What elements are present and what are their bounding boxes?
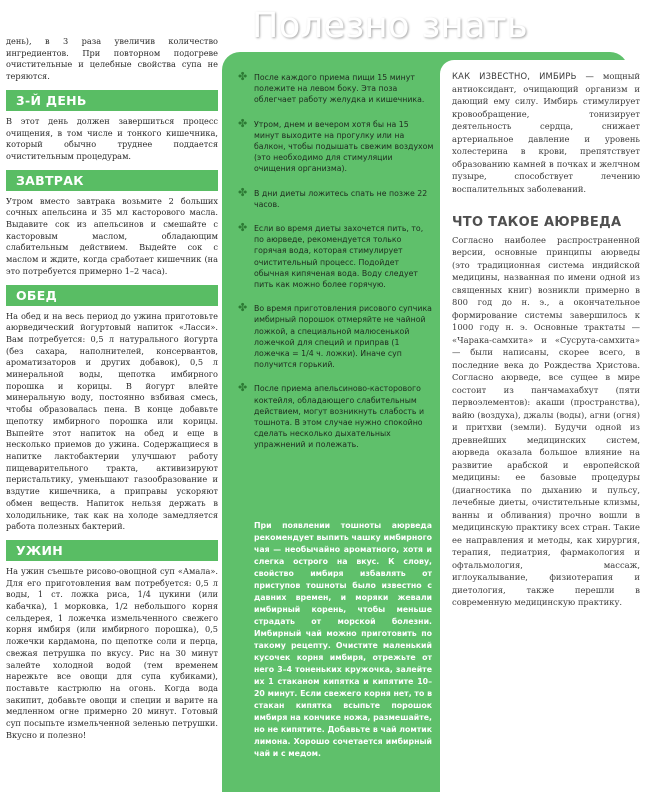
clover-icon: ✤: [238, 70, 248, 83]
day3-heading: 3-Й ДЕНЬ: [6, 90, 218, 111]
lunch-text: На обед и на весь период до ужина приготовьте аюрведический йогуртовый напиток «Ласси». Вам потребуется: 0,5 л натурального йогурта (без сахара, наполнителей, консервантов, ароматизаторов и других добавок), 0,5 л минеральной воды, щепотка имбирного порошка и корицы. В йогурт влейте минеральную воду, постоянно взбивая смесь, чтобы образовалась пена. В конце добавьте щепотку имбирного порошка или корицы. Выпейте этот напиток на обед и еще в несколько приемов до ужина. Содержащиеся в напитке лактобактерии улучшают работу пищеварительного тракта, активизируют перистальтику, уменьшают газообразование и вздутие кишечника, а приправы ускоряют обмен веществ. Напиток нельзя держать в холодильнике, так как на холоде замедляется работа полезных бактерий.: [6, 310, 218, 532]
tip-item: [238, 223, 434, 290]
dinner-heading: УЖИН: [6, 540, 218, 561]
tip-text: После приема апельсиново-касторового коктейля, обладающего слабительным действием, могут возникнуть слабость и тошнота. В этом случае нужно спокойно сделать несколько дыхательных упражнений и полежать.: [254, 384, 425, 450]
left-intro-text: день), в 3 раза увеличив количество ингредиентов. При повторном подогреве очистительные и целебные свойства супа не теряются.: [6, 36, 218, 82]
tip-item: [238, 72, 434, 106]
tip-item: [238, 383, 434, 450]
clover-icon: ✤: [238, 116, 248, 130]
breakfast-text: Утром вместо завтрака возьмите 2 больших сочных апельсина и 35 мл касторового масла. Выдавите сок из апельсинов и смешайте с касторовым маслом, обладающим слабительным действием. Выдейте сок с маслом и ждите, когда сработает кишечник (на это потребуется примерно 1–2 часа).: [6, 195, 218, 276]
tip-item: [238, 303, 434, 370]
tips-list: [238, 72, 434, 464]
day3-text: В этот день должен завершиться процесс очищения, в том числе и тонкого кишечника, который обычно труднее поддается очистительным процедурам.: [6, 115, 218, 161]
tip-text: Если во время диеты захочется пить, то, по аюрведе, рекомендуется только горячая вода, которая стимулирует очистительный процесс. Подойдет обычная кипяченая вода. Воду следует пить как можно более горячую.: [254, 224, 424, 290]
tip-item: [238, 116, 434, 175]
ayurveda-heading: ЧТО ТАКОЕ АЮРВЕДА: [452, 215, 622, 230]
ayurveda-text: Согласно наиболее распространенной версии, основные принципы аюрведы (это традиционная система индийской медицины, названная по имени одной из священных книг) возникли примерно в 800 год до н. э., а окончательное формирование системы завершилось к 1000 году н. э. Основные трактаты — «Чарака-самхита» и «Сусрута-самхита» — были написаны, скорее всего, в последние века до Рождества Христова. Согласно аюрведе, все сущее в мире состоит из панчамахабхут (пяти первоэлементов): акаши (пространства), вайю (воздуха), джалы (воды), агни (огня) и притхви (земли). Будучи одной из древнейших медицинских систем, аюрведа оказала большое влияние на развитие арабской и европейской медицины: ее базовые процедуры (диагностика по дыханию и пульсу, лечебные диеты, очистительные клизмы, ванны и обливания) прочно вошли в медицинскую практику всех стран. Такие ее направления и методы, как хирургия, терапия, педиатрия, фармакология и офтальмология, массаж, иглоукалывание, физиотерапия и диетология, также перешли в современную медицинскую практику.: [452, 234, 640, 607]
page-title: Полезно знать: [252, 6, 529, 46]
tip-item: [238, 185, 434, 210]
left-column: [6, 36, 218, 743]
ginger-intro-text: мощный антиоксидант, очищающий организм и дающий ему силу. Имбирь стимулирует кровообращение, тонизирует деятельность сердца, снижает артериальное давление и уровень холестерина в крови, препятствует образованию камней в почках и желчном пузыре, способствует лечению воспалительных заболеваний.: [452, 71, 640, 194]
ginger-intro: [452, 70, 640, 195]
lunch-heading: ОБЕД: [6, 285, 218, 306]
dinner-text: На ужин съешьте рисово-овощной суп «Амала». Для его приготовления вам потребуется: 0,5 л воды, 1 ст. ложка риса, 1/4 цукини (или кабачка), 1 морковка, 1/2 небольшого корня сельдерея, 1 ложечка измельченного свежего корня имбиря (или имбирного порошка), 0,5 ложечки кардамона, по щепотке соли и перца, свежая петрушка по вкусу. Рис на 30 минут залейте холодной водой (тем временем нарежьте все овощи для супа кубиками), поставьте кастрюлю на огонь. Когда вода закипит, добавьте овощи и специи и варите на медленном огне примерно 20 минут. Готовый суп посыпьте измельченной зеленью петрушки. Вкусно и полезно!: [6, 565, 218, 740]
clover-icon: ✤: [238, 301, 248, 315]
tip-text: Во время приготовления рисового супчика имбирный порошок отмеряйте не чайной ложкой, а специальной малюсенькой ложечкой для специй и приправ (1 ложечка = 1/4 ч. ложки). Иначе суп получится горький.: [254, 304, 432, 370]
tip-text: После каждого приема пищи 15 минут полежите на левом боку. Эта поза облегчает работу желудка и кишечника.: [254, 73, 425, 105]
tip-text: В дни диеты ложитесь спать не позже 22 часов.: [254, 188, 428, 209]
clover-icon: ✤: [238, 185, 248, 199]
tip-text: Утром, днем и вечером хотя бы на 15 минут выходите на прогулку или на балкон, чтобы подышать свежим воздухом (это необходимо для стимуляции очищения организма).: [254, 119, 434, 174]
ginger-tea-text: При появлении тошноты аюрведа рекомендует выпить чашку имбирного чая — необычайно ароматного, хотя и слегка острого на вкус. К слову, свойство имбиря избавлять от приступов тошноты было известно с давних времен, и моряки жевали имбирный корень, чтобы меньше страдать от морской болезни. Имбирный чай можно приготовить по такому рецепту. Очистите маленький кусочек корня имбиря, отрежьте от него 3–4 тоненьких кружочка, залейте их 1 стаканом кипятка и кипятите 10–20 минут. Если свежего корня нет, то в стакан кипятка всыпьте порошок имбиря на кончике ножа, размешайте, но не кипятите. Добавьте в чай ломтик лимона. Хорошо сочетается имбирный чай и с медом.: [254, 521, 433, 758]
clover-icon: ✤: [238, 381, 248, 395]
right-column: [452, 70, 640, 609]
ginger-intro-lead: КАК ИЗВЕСТНО, ИМБИРЬ —: [452, 71, 595, 81]
breakfast-heading: ЗАВТРАК: [6, 170, 218, 191]
clover-icon: ✤: [238, 221, 248, 235]
